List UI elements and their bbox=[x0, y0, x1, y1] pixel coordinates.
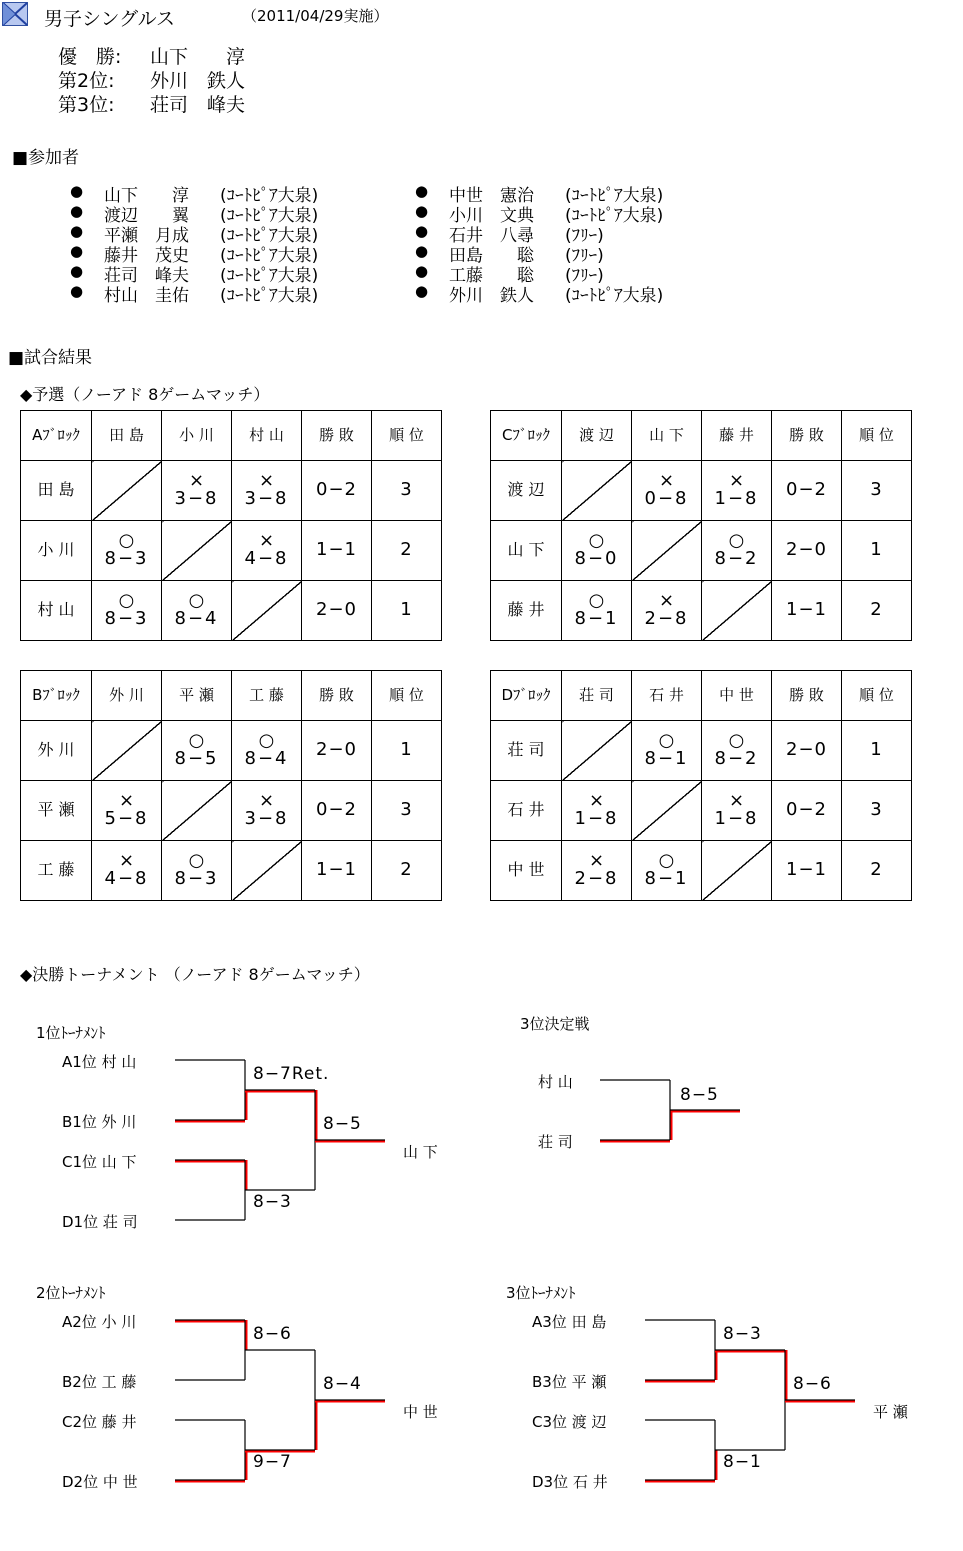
participant-name: 山下 淳 bbox=[104, 186, 189, 206]
rank: 1 bbox=[372, 581, 442, 641]
rank: 2 bbox=[372, 841, 442, 901]
column-player: 工 藤 bbox=[232, 671, 302, 721]
participant-club: (ｺｰﾄﾋﾟｱ大泉) bbox=[565, 286, 664, 306]
row-player: 小 川 bbox=[21, 521, 92, 581]
match-score: 1−8 bbox=[714, 488, 759, 510]
participant-name: 石井 八尋 bbox=[449, 226, 534, 246]
bullet-icon: ● bbox=[70, 262, 84, 280]
match-score: 8−0 bbox=[574, 548, 619, 570]
bracket-winner: 山 下 bbox=[403, 1143, 438, 1161]
result-mark: × bbox=[588, 790, 605, 812]
column-player: 中 世 bbox=[702, 671, 772, 721]
win-loss: 1−1 bbox=[302, 841, 372, 901]
match-score: 8−1 bbox=[644, 868, 689, 890]
bracket-entrant: 村 山 bbox=[538, 1073, 573, 1091]
match-score: 2−8 bbox=[574, 868, 619, 890]
podium-name-3: 荘司 峰夫 bbox=[150, 94, 246, 116]
bracket-entrant: 荘 司 bbox=[538, 1133, 573, 1151]
bullet-icon: ● bbox=[415, 282, 429, 300]
match-score: 8−5 bbox=[174, 748, 219, 770]
final-score: 8−5 bbox=[680, 1085, 719, 1105]
match-score: 0−8 bbox=[644, 488, 689, 510]
row-player: 工 藤 bbox=[21, 841, 92, 901]
win-loss-header: 勝 敗 bbox=[302, 671, 372, 721]
participant-name: 中世 憲治 bbox=[449, 186, 534, 206]
bracket-title: 2位ﾄｰﾅﾒﾝﾄ bbox=[36, 1284, 106, 1302]
win-loss: 0−2 bbox=[302, 781, 372, 841]
match-score: 8−1 bbox=[644, 748, 689, 770]
semi-score: 9−7 bbox=[253, 1452, 292, 1472]
rank-header: 順 位 bbox=[842, 411, 912, 461]
bracket-entrant: D3位 石 井 bbox=[532, 1473, 608, 1491]
bullet-icon: ● bbox=[70, 242, 84, 260]
bracket-entrant: B1位 外 川 bbox=[62, 1113, 137, 1131]
participant-name: 工藤 聡 bbox=[449, 266, 534, 286]
semi-score: 8−7Ret. bbox=[253, 1064, 330, 1084]
participant-club: (ｺｰﾄﾋﾟｱ大泉) bbox=[220, 286, 319, 306]
rank: 2 bbox=[842, 841, 912, 901]
participant-club: (ｺｰﾄﾋﾟｱ大泉) bbox=[220, 206, 319, 226]
column-player: 荘 司 bbox=[562, 671, 632, 721]
semi-score: 8−1 bbox=[723, 1452, 762, 1472]
row-player: 渡 辺 bbox=[491, 461, 562, 521]
result-mark: × bbox=[728, 790, 745, 812]
bracket-entrant: C2位 藤 井 bbox=[62, 1413, 137, 1431]
bullet-icon: ● bbox=[415, 222, 429, 240]
bracket-entrant: A1位 村 山 bbox=[62, 1053, 137, 1071]
win-loss: 0−2 bbox=[302, 461, 372, 521]
participant-club: (ｺｰﾄﾋﾟｱ大泉) bbox=[220, 246, 319, 266]
match-score: 3−8 bbox=[244, 808, 289, 830]
result-mark: × bbox=[258, 530, 275, 552]
participant-club: (ｺｰﾄﾋﾟｱ大泉) bbox=[565, 186, 664, 206]
participant-club: (ｺｰﾄﾋﾟｱ大泉) bbox=[220, 226, 319, 246]
semi-score: 8−6 bbox=[253, 1324, 292, 1344]
participant-name: 渡辺 翼 bbox=[104, 206, 189, 226]
event-date: （2011/04/29実施） bbox=[242, 7, 389, 25]
win-loss: 2−0 bbox=[772, 721, 842, 781]
result-mark: × bbox=[658, 470, 675, 492]
rank: 2 bbox=[372, 521, 442, 581]
row-player: 石 井 bbox=[491, 781, 562, 841]
row-player: 外 川 bbox=[21, 721, 92, 781]
result-mark: ○ bbox=[258, 730, 275, 752]
column-player: 田 島 bbox=[92, 411, 162, 461]
participant-name: 平瀬 月成 bbox=[104, 226, 189, 246]
bracket-title: 3位決定戦 bbox=[520, 1015, 590, 1033]
row-player: 荘 司 bbox=[491, 721, 562, 781]
result-mark: ○ bbox=[728, 530, 745, 552]
column-player: 石 井 bbox=[632, 671, 702, 721]
bullet-icon: ● bbox=[70, 202, 84, 220]
podium-rank-1: 優 勝: bbox=[58, 46, 122, 68]
bracket-entrant: B3位 平 瀬 bbox=[532, 1373, 607, 1391]
result-mark: ○ bbox=[118, 530, 135, 552]
result-mark: × bbox=[118, 850, 135, 872]
bracket-entrant: D1位 荘 司 bbox=[62, 1213, 138, 1231]
match-score: 8−1 bbox=[574, 608, 619, 630]
participant-name: 田島 聡 bbox=[449, 246, 534, 266]
column-player: 藤 井 bbox=[702, 411, 772, 461]
bullet-icon: ● bbox=[415, 242, 429, 260]
result-mark: ○ bbox=[188, 730, 205, 752]
rank-header: 順 位 bbox=[372, 671, 442, 721]
result-mark: ○ bbox=[118, 590, 135, 612]
participant-name: 藤井 茂史 bbox=[104, 246, 189, 266]
rank: 1 bbox=[842, 521, 912, 581]
result-mark: × bbox=[728, 470, 745, 492]
block-label: Dﾌﾞﾛｯｸ bbox=[491, 671, 562, 721]
page-title: 男子シングルス bbox=[44, 8, 176, 30]
win-loss: 1−1 bbox=[772, 581, 842, 641]
match-score: 1−8 bbox=[714, 808, 759, 830]
result-mark: ○ bbox=[658, 850, 675, 872]
bracket-winner: 中 世 bbox=[403, 1403, 438, 1421]
bracket-entrant: A2位 小 川 bbox=[62, 1313, 137, 1331]
column-player: 平 瀬 bbox=[162, 671, 232, 721]
match-score: 8−2 bbox=[714, 548, 759, 570]
bullet-icon: ● bbox=[70, 222, 84, 240]
podium-rank-3: 第3位: bbox=[58, 94, 115, 116]
bullet-icon: ● bbox=[415, 262, 429, 280]
participants-heading: ■参加者 bbox=[12, 148, 80, 168]
row-player: 田 島 bbox=[21, 461, 92, 521]
win-loss: 2−0 bbox=[302, 581, 372, 641]
rank-header: 順 位 bbox=[372, 411, 442, 461]
match-score: 8−2 bbox=[714, 748, 759, 770]
rank-header: 順 位 bbox=[842, 671, 912, 721]
participant-club: (ﾌﾘｰ) bbox=[565, 246, 604, 266]
rank: 3 bbox=[372, 461, 442, 521]
row-player: 山 下 bbox=[491, 521, 562, 581]
bracket-winner: 平 瀬 bbox=[873, 1403, 908, 1421]
match-score: 3−8 bbox=[174, 488, 219, 510]
bullet-icon: ● bbox=[70, 282, 84, 300]
participant-club: (ﾌﾘｰ) bbox=[565, 226, 604, 246]
result-mark: ○ bbox=[188, 590, 205, 612]
win-loss-header: 勝 敗 bbox=[772, 671, 842, 721]
rank: 3 bbox=[842, 461, 912, 521]
win-loss-header: 勝 敗 bbox=[302, 411, 372, 461]
bracket-title: 1位ﾄｰﾅﾒﾝﾄ bbox=[36, 1024, 106, 1042]
result-mark: × bbox=[118, 790, 135, 812]
semi-score: 8−3 bbox=[253, 1192, 292, 1212]
win-loss: 0−2 bbox=[772, 781, 842, 841]
match-score: 8−3 bbox=[174, 868, 219, 890]
match-score: 4−8 bbox=[104, 868, 149, 890]
row-player: 平 瀬 bbox=[21, 781, 92, 841]
final-score: 8−4 bbox=[323, 1374, 362, 1394]
rank: 1 bbox=[842, 721, 912, 781]
result-mark: ○ bbox=[588, 590, 605, 612]
result-mark: × bbox=[258, 470, 275, 492]
bracket-entrant: A3位 田 島 bbox=[532, 1313, 607, 1331]
column-player: 小 川 bbox=[162, 411, 232, 461]
block-label: Bﾌﾞﾛｯｸ bbox=[21, 671, 92, 721]
match-score: 2−8 bbox=[644, 608, 689, 630]
result-mark: × bbox=[658, 590, 675, 612]
bracket-entrant: B2位 工 藤 bbox=[62, 1373, 137, 1391]
win-loss: 1−1 bbox=[772, 841, 842, 901]
result-mark: ○ bbox=[588, 530, 605, 552]
match-score: 1−8 bbox=[574, 808, 619, 830]
podium-rank-2: 第2位: bbox=[58, 70, 115, 92]
bullet-icon: ● bbox=[70, 182, 84, 200]
result-mark: × bbox=[258, 790, 275, 812]
result-mark: × bbox=[588, 850, 605, 872]
block-label: Aﾌﾞﾛｯｸ bbox=[21, 411, 92, 461]
match-score: 8−3 bbox=[104, 608, 149, 630]
match-score: 3−8 bbox=[244, 488, 289, 510]
column-player: 渡 辺 bbox=[562, 411, 632, 461]
win-loss: 1−1 bbox=[302, 521, 372, 581]
rank: 3 bbox=[842, 781, 912, 841]
bracket-entrant: C1位 山 下 bbox=[62, 1153, 137, 1171]
final-heading: ◆決勝トーナメント （ノーアド 8ゲームマッチ） bbox=[20, 965, 370, 984]
column-player: 山 下 bbox=[632, 411, 702, 461]
column-player: 村 山 bbox=[232, 411, 302, 461]
row-player: 藤 井 bbox=[491, 581, 562, 641]
participant-club: (ｺｰﾄﾋﾟｱ大泉) bbox=[565, 206, 664, 226]
bracket-entrant: C3位 渡 辺 bbox=[532, 1413, 607, 1431]
participant-name: 小川 文典 bbox=[449, 206, 534, 226]
rank: 2 bbox=[842, 581, 912, 641]
bracket-title: 3位ﾄｰﾅﾒﾝﾄ bbox=[506, 1284, 576, 1302]
podium-name-2: 外川 鉄人 bbox=[150, 70, 246, 92]
participant-name: 荘司 峰夫 bbox=[104, 266, 189, 286]
participant-name: 外川 鉄人 bbox=[449, 286, 534, 306]
prelim-heading: ◆予選（ノーアド 8ゲームマッチ） bbox=[20, 385, 270, 404]
participant-name: 村山 圭佑 bbox=[104, 286, 189, 306]
win-loss: 2−0 bbox=[302, 721, 372, 781]
row-player: 村 山 bbox=[21, 581, 92, 641]
participant-club: (ﾌﾘｰ) bbox=[565, 266, 604, 286]
podium-name-1: 山下 淳 bbox=[150, 46, 246, 68]
row-player: 中 世 bbox=[491, 841, 562, 901]
match-score: 8−4 bbox=[174, 608, 219, 630]
match-score: 8−4 bbox=[244, 748, 289, 770]
result-mark: ○ bbox=[728, 730, 745, 752]
rank: 3 bbox=[372, 781, 442, 841]
final-score: 8−5 bbox=[323, 1114, 362, 1134]
win-loss: 0−2 bbox=[772, 461, 842, 521]
block-label: Cﾌﾞﾛｯｸ bbox=[491, 411, 562, 461]
win-loss-header: 勝 敗 bbox=[772, 411, 842, 461]
result-mark: ○ bbox=[658, 730, 675, 752]
bullet-icon: ● bbox=[415, 202, 429, 220]
rank: 1 bbox=[372, 721, 442, 781]
result-mark: × bbox=[188, 470, 205, 492]
semi-score: 8−3 bbox=[723, 1324, 762, 1344]
match-score: 5−8 bbox=[104, 808, 149, 830]
participant-club: (ｺｰﾄﾋﾟｱ大泉) bbox=[220, 186, 319, 206]
match-score: 4−8 bbox=[244, 548, 289, 570]
bracket-entrant: D2位 中 世 bbox=[62, 1473, 138, 1491]
win-loss: 2−0 bbox=[772, 521, 842, 581]
column-player: 外 川 bbox=[92, 671, 162, 721]
match-score: 8−3 bbox=[104, 548, 149, 570]
participant-club: (ｺｰﾄﾋﾟｱ大泉) bbox=[220, 266, 319, 286]
bullet-icon: ● bbox=[415, 182, 429, 200]
final-score: 8−6 bbox=[793, 1374, 832, 1394]
result-mark: ○ bbox=[188, 850, 205, 872]
results-heading: ■試合結果 bbox=[8, 348, 93, 368]
